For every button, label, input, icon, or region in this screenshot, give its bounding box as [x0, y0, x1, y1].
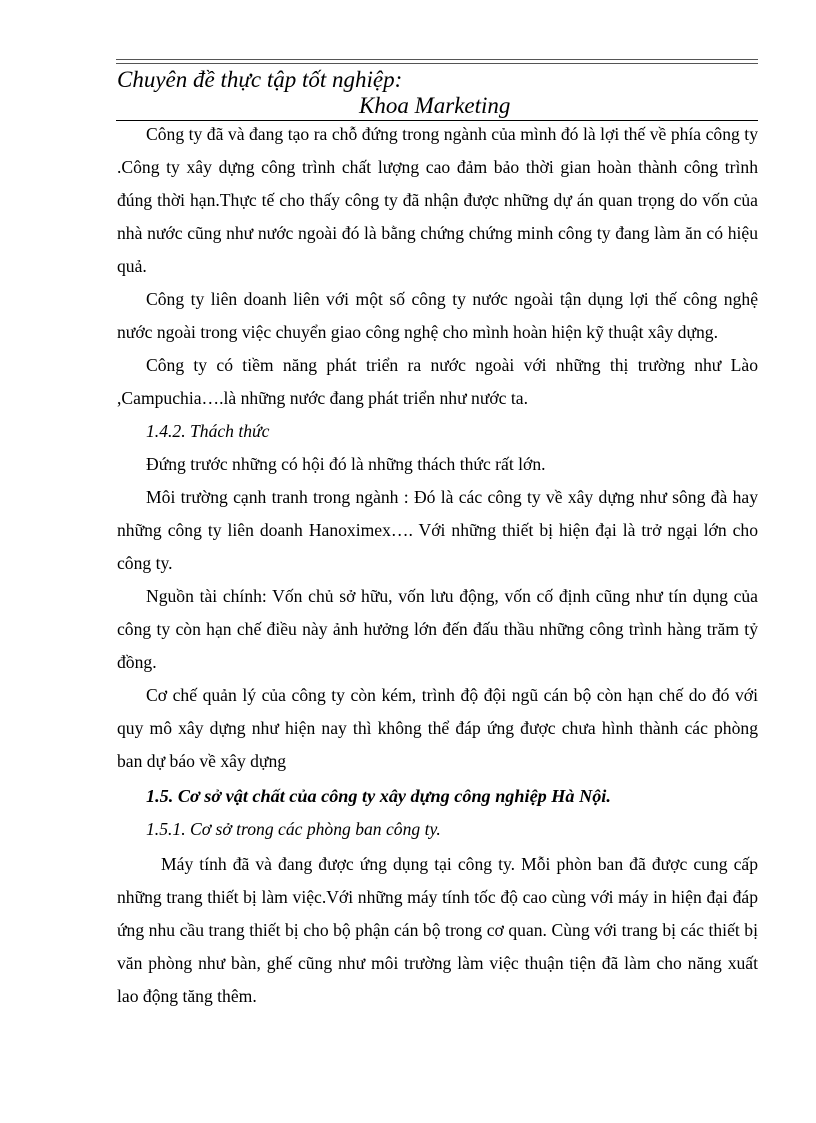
- header-title-line2: Khoa Marketing: [359, 93, 511, 118]
- header-rule-top: [116, 59, 758, 64]
- document-body: [117, 118, 758, 1013]
- section-heading-1-4-2: 1.4.2. Thách thức: [146, 421, 270, 441]
- section-heading-1-5: 1.5. Cơ sở vật chất của công ty xây dựng công nghiệp Hà Nội.: [146, 786, 611, 806]
- paragraph: Công ty liên doanh liên với một số công ty nước ngoài tận dụng lợi thế công nghệ nước ngoài trong việc chuyển giao công nghệ cho mình hoàn hiện kỹ thuật xây dựng.: [117, 289, 758, 342]
- section-heading-1-5-1: 1.5.1. Cơ sở trong các phòng ban công ty.: [146, 819, 441, 839]
- paragraph: Cơ chế quản lý của công ty còn kém, trình độ đội ngũ cán bộ còn hạn chế do đó với quy mô xây dựng như hiện nay thì không thể đáp ứng được chưa hình thành các phòng ban dự báo về xây dựng: [117, 685, 758, 771]
- header-title-line1: Chuyên đề thực tập tốt nghiệp:: [117, 67, 403, 92]
- paragraph: Nguồn tài chính: Vốn chủ sở hữu, vốn lưu động, vốn cố định cũng như tín dụng của công ty còn hạn chế điều này ảnh hưởng lớn đến đấu thầu những công trình hàng trăm tỷ đồng.: [117, 586, 758, 672]
- paragraph: Môi trường cạnh tranh trong ngành : Đó là các công ty về xây dựng như sông đà hay những công ty liên doanh Hanoximex…. Với những thiết bị hiện đại là trở ngại lớn cho công ty.: [117, 487, 758, 573]
- paragraph: Đứng trước những có hội đó là những thách thức rất lớn.: [146, 454, 546, 474]
- paragraph: Công ty đã và đang tạo ra chỗ đứng trong ngành của mình đó là lợi thế về phía công ty .Công ty xây dựng công trình chất lượng cao đảm bảo thời gian hoàn thành công trình đúng thời hạn.Thực tế cho thấy công ty đã nhận được những dự án quan trọng do vốn của nhà nước cũng như nước ngoài đó là bằng chứng chứng minh công ty đang làm ăn có hiệu quả.: [117, 124, 758, 276]
- paragraph: Máy tính đã và đang được ứng dụng tại công ty. Mỗi phòn ban đã được cung cấp những trang thiết bị làm việc.Với những máy tính tốc độ cao cùng với máy in hiện đại đáp ứng nhu cầu trang thiết bị cho bộ phận cán bộ trong cơ quan. Cùng với trang bị các thiết bị văn phòng như bàn, ghế cũng như môi trường làm việc thuận tiện đã làm cho năng xuất lao động tăng thêm.: [117, 854, 758, 1006]
- paragraph: Công ty có tiềm năng phát triển ra nước ngoài với những thị trường như Lào ,Campuchia….là những nước đang phát triển như nước ta.: [117, 355, 758, 408]
